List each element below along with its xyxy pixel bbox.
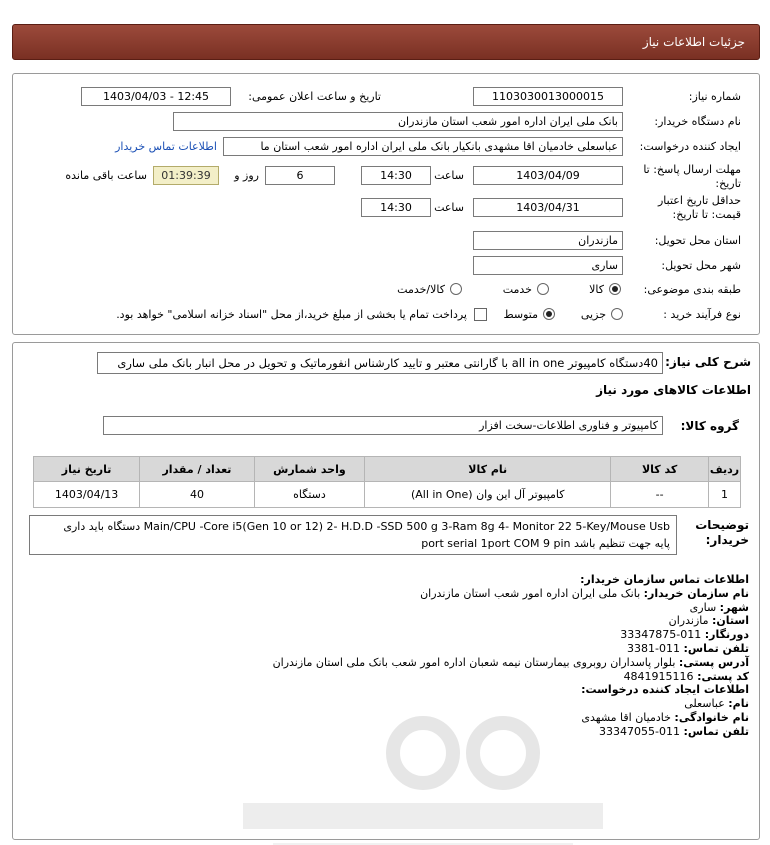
contact-province: مازندران: [668, 614, 709, 628]
cell-quantity: 40: [140, 482, 255, 508]
contact-last-name: خادمیان اقا مشهدی: [581, 710, 671, 724]
category-option-goods: کالا: [589, 283, 604, 296]
contact-postal-label: کد پستی:: [697, 669, 749, 683]
col-row: ردیف: [708, 457, 740, 482]
contact-fax: 011-33347875: [620, 628, 702, 642]
contact-last-name-label: نام خانوادگی:: [674, 710, 749, 724]
contact-postal: 4841915116: [623, 669, 694, 683]
cell-row: 1: [708, 482, 740, 508]
contact-creator-phone-label: تلفن تماس:: [683, 724, 749, 738]
buyer-desc-line-1: Main/CPU -Core i5(Gen 10 or 12) 2- H.D.D -SSD 500 g 3-Ram 8g 4- Monitor 22 5-Key/Mouse Usb دستگاه باید داری: [63, 520, 670, 533]
province-label: استان محل تحویل:: [654, 234, 741, 247]
category-option-goods-service: کالا/خدمت: [397, 283, 445, 296]
goods-group-field: کامپیوتر و فناوری اطلاعات-سخت افزار: [103, 416, 663, 435]
contact-creator-phone: 011-33347055: [599, 724, 681, 738]
contact-phone-label: تلفن تماس:: [683, 641, 749, 655]
contact-info: [273, 573, 749, 739]
deadline-date-field: 1403/04/09: [473, 166, 623, 185]
col-code: کد کالا: [611, 457, 709, 482]
contact-address-label: آدرس پستی:: [678, 655, 749, 669]
treasury-payment-note: پرداخت تمام یا بخشی از مبلغ خرید،از محل "اسناد خزانه اسلامی" خواهد بود.: [116, 308, 467, 321]
creator-field: عباسعلی خادمیان اقا مشهدی بانکیار بانک ملی ایران اداره امور شعب استان ما: [223, 137, 623, 156]
category-radio-goods[interactable]: [609, 283, 621, 295]
contact-buyer-name: بانک ملی ایران اداره امور شعب استان مازندران: [420, 586, 641, 600]
buyer-desc-line-2: پایه جهت تنظیم باشد port serial 1port COM 9 pin: [421, 537, 670, 550]
buyer-desc-label: توضیحات خریدار:: [695, 518, 749, 547]
creator-label: ایجاد کننده درخواست:: [639, 140, 741, 153]
page-title-bar: [12, 24, 760, 60]
contact-city-label: شهر:: [719, 600, 749, 614]
contact-creator-title: اطلاعات ایجاد کننده درخواست:: [581, 683, 749, 697]
goods-table-header: [34, 457, 741, 482]
announce-field: 1403/04/03 - 12:45: [81, 87, 231, 106]
contact-first-name: عباسعلی: [684, 697, 725, 711]
goods-table: [33, 456, 741, 508]
need-number-label: شماره نیاز:: [688, 90, 741, 103]
table-row: [34, 482, 741, 508]
goods-info-title: اطلاعات کالاهای مورد نیاز: [596, 383, 751, 397]
validity-date-field: 1403/04/31: [473, 198, 623, 217]
days-remaining-field: 6: [265, 166, 335, 185]
contact-phone: 011-3381: [627, 641, 681, 655]
process-option-minor: جزیی: [580, 308, 606, 321]
contact-fax-label: دورنگار:: [704, 628, 749, 642]
process-option-medium: متوسط: [503, 308, 538, 321]
validity-time-field: 14:30: [361, 198, 431, 217]
buyer-label: نام دستگاه خریدار:: [654, 115, 741, 128]
buyer-field: بانک ملی ایران اداره امور شعب استان مازندران: [173, 112, 623, 131]
contact-org-title: اطلاعات تماس سازمان خریدار:: [580, 573, 749, 586]
validity-time-label: ساعت: [434, 201, 464, 214]
need-info-panel: [12, 73, 760, 335]
col-unit: واحد شمارش: [254, 457, 364, 482]
process-radio-medium[interactable]: [543, 308, 555, 320]
category-label: طبقه بندی موضوعی:: [643, 283, 741, 296]
announce-label: تاریخ و ساعت اعلان عمومی:: [248, 90, 381, 103]
contact-address: بلوار پاسداران روبروی بیمارستان نیمه شعبان اداره امور شعب بانک ملی استان مازندران: [272, 655, 676, 669]
city-field: ساری: [473, 256, 623, 275]
goods-group-label: گروه کالا:: [680, 419, 739, 433]
page-title: جزئیات اطلاعات نیاز: [642, 35, 745, 49]
buyer-desc-field: [29, 515, 677, 555]
col-quantity: تعداد / مقدار: [140, 457, 255, 482]
contact-first-name-label: نام:: [728, 697, 749, 711]
category-radio-goods-service[interactable]: [450, 283, 462, 295]
process-radio-minor[interactable]: [611, 308, 623, 320]
contact-province-label: استان:: [712, 614, 749, 628]
general-desc-field: 40دستگاه کامپیوتر all in one با گارانتی معتبر و تایید کارشناس انفورماتیک و تحویل در محل انبار بانک ملی ساری: [97, 352, 663, 374]
need-number-field: 1103030013000015: [473, 87, 623, 106]
treasury-payment-checkbox[interactable]: [474, 308, 487, 321]
remaining-timer: 01:39:39: [153, 166, 219, 185]
cell-need-date: 1403/04/13: [34, 482, 140, 508]
deadline-time-field: 14:30: [361, 166, 431, 185]
days-label: روز و: [234, 169, 259, 182]
cell-code: --: [611, 482, 709, 508]
cell-name: کامپیوتر آل این وان (All in One): [365, 482, 611, 508]
general-desc-label: شرح کلی نیاز:: [665, 355, 751, 369]
category-radio-service[interactable]: [537, 283, 549, 295]
contact-city: ساری: [689, 600, 717, 614]
cell-unit: دستگاه: [254, 482, 364, 508]
buyer-contact-link[interactable]: اطلاعات تماس خریدار: [115, 140, 217, 153]
deadline-time-label: ساعت: [434, 169, 464, 182]
contact-buyer-name-label: نام سازمان خریدار:: [643, 586, 749, 600]
province-field: مازندران: [473, 231, 623, 250]
need-details-panel: [12, 342, 760, 840]
col-need-date: تاریخ نیاز: [34, 457, 140, 482]
remaining-label: ساعت باقی مانده: [65, 169, 147, 182]
validity-label: حداقل تاریخ اعتبار قیمت: تا تاریخ:: [657, 194, 741, 221]
category-option-service: خدمت: [502, 283, 532, 296]
col-name: نام کالا: [365, 457, 611, 482]
city-label: شهر محل تحویل:: [661, 259, 741, 272]
deadline-label: مهلت ارسال پاسخ: تا تاریخ:: [643, 163, 741, 190]
process-label: نوع فرآیند خرید :: [663, 308, 741, 321]
